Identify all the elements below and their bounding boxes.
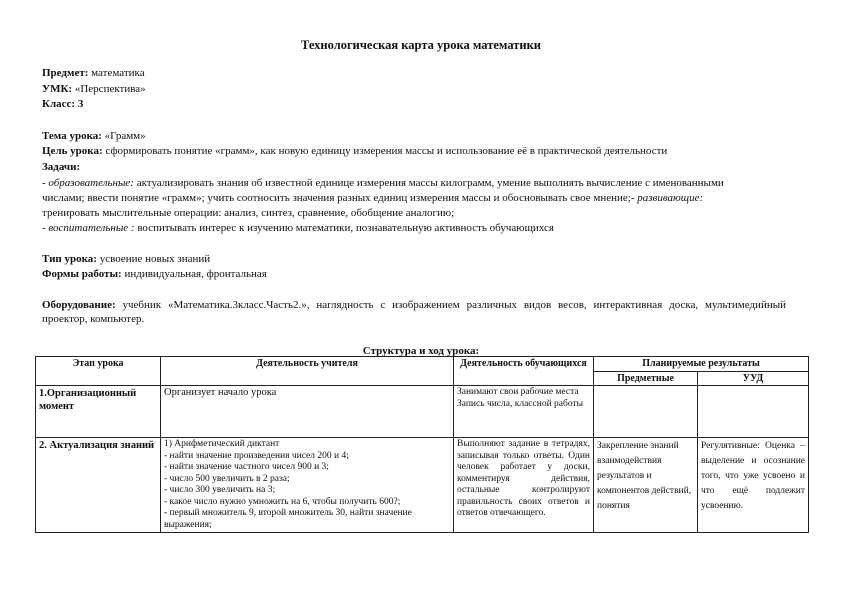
table-row (36, 438, 809, 533)
lesson-type-value: усвоение новых знаний (99, 253, 211, 265)
subject-line (42, 67, 145, 80)
document-title: Технологическая карта урока математики (301, 38, 541, 52)
row2-subject-results: Закрепление знаний взаимодействия результатов и компонентов действий, понятия (594, 438, 698, 533)
task3-line (42, 222, 554, 235)
row2-teacher-line-2: - найти значение произведения чисел 200 и 4; (164, 450, 349, 461)
task3-text: воспитывать интерес к изучению математики, познавательную активность обучающихся (137, 222, 554, 234)
task1-text-a: актуализировать знания об известной единице измерения массы килограмм, умение выполнять вычисление с именованными (136, 177, 724, 189)
row1-uud (698, 386, 809, 438)
row2-teacher-line-7: - первый множитель 9, второй множитель 30, найти значение (164, 508, 412, 518)
row1-stage: 1.Организационный момент (36, 386, 161, 438)
task1-line-b (42, 192, 703, 205)
topic-label: Тема урока: (42, 130, 102, 142)
row2-teacher-line-1: 1) Арифметический диктант (164, 439, 280, 449)
header-stage: Этап урока (36, 357, 161, 386)
header-planned: Планируемые результаты (594, 357, 809, 372)
row1-teacher (161, 386, 454, 438)
row2-teacher-line-6: - какое число нужно умножить на 6, чтобы получить 600?; (164, 496, 401, 507)
lesson-type-line (42, 253, 210, 266)
task1-prefix: - образовательные: (42, 177, 134, 189)
goal-value: сформировать понятие «грамм», как новую единицу измерения массы и использование её в практической деятельности (105, 145, 668, 157)
topic-value: «Грамм» (104, 130, 146, 142)
equipment-label: Оборудование: (42, 299, 116, 311)
table-header-row (36, 357, 809, 372)
row2-students: Выполняют задание в тетрадях, записывая только ответы. Один человек работает у доски, комментируя действия, остальные контролируют правильность своих ответов и ответов отвечающего. (454, 438, 594, 533)
row2-teacher (161, 438, 454, 533)
equipment-value: учебник «Математика.3класс.Часть2.», наглядность с изображением различных видов весов, интерактивная доска, мультимедийный проектор, компьютер. (42, 299, 786, 325)
task2-prefix: - развивающие: (630, 192, 704, 204)
header-subject-results: Предметные (594, 371, 698, 386)
work-forms-line (42, 268, 267, 281)
header-teacher: Деятельность учителя (161, 357, 454, 386)
lesson-type-label: Тип урока: (42, 253, 97, 265)
row2-teacher-line-8: выражения; (164, 519, 212, 530)
header-students: Деятельность обучающихся (454, 357, 594, 386)
goal-label: Цель урока: (42, 145, 103, 157)
goal-line (42, 145, 667, 158)
row2-teacher-line-4: - число 500 увеличить в 2 раза; (164, 473, 290, 484)
topic-line (42, 130, 146, 143)
equipment-paragraph (42, 298, 786, 326)
work-forms-value: индивидуальная, фронтальная (124, 268, 267, 280)
task1-line-a (42, 177, 724, 190)
umk-value: «Перспектива» (74, 83, 146, 95)
structure-title: Структура и ход урока: (362, 345, 480, 357)
row1-students: Занимают свои рабочие места Запись числа, классной работы (454, 386, 594, 438)
tasks-label: Задачи: (42, 161, 81, 173)
row1-subject-results (594, 386, 698, 438)
subject-value: математика (91, 67, 145, 79)
row2-uud: Регулятивные: Оценка – выделение и осознание того, что уже усвоено и что ещё подлежит усвоению. (698, 438, 809, 533)
subject-label: Предмет: (42, 67, 89, 79)
header-uud: УУД (698, 371, 809, 386)
umk-line (42, 83, 146, 96)
work-forms-label: Формы работы: (42, 268, 122, 280)
grade-line: Класс: 3 (42, 98, 84, 110)
table-row (36, 386, 809, 438)
row2-teacher-line-3: - найти значение частного чисел 900 и 3; (164, 462, 329, 472)
task2-line: тренировать мыслительные операции: анализ, синтез, сравнение, обобщение аналогию; (42, 207, 455, 219)
lesson-structure-table (35, 356, 809, 533)
task3-prefix: - воспитательные : (42, 222, 135, 234)
umk-label: УМК: (42, 83, 73, 95)
row1-teacher-line: Организует начало урока (164, 387, 277, 398)
row2-teacher-line-5: - число 300 увеличить на 3; (164, 485, 276, 495)
row2-stage: 2. Актуализация знаний (36, 438, 161, 533)
task1-text-b: числами; ввести понятие «грамм»; учить соотносить значения разных единиц измерения массы и обосновывать свое мнение; (42, 192, 631, 204)
